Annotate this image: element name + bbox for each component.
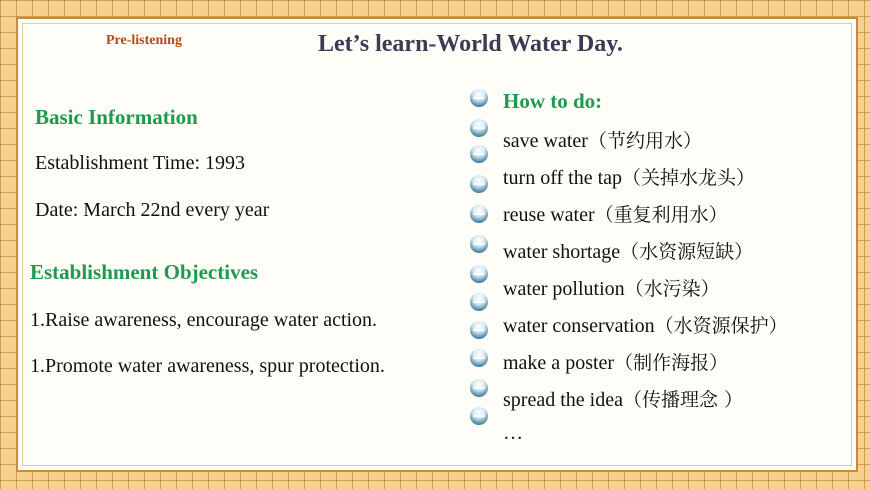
list-ellipsis: … (503, 422, 523, 444)
water-drop-bullet-icon (470, 235, 488, 253)
list-item: water conservation（水资源保护） (503, 315, 788, 337)
water-drop-bullet-icon (470, 145, 488, 163)
water-drop-bullet-icon (470, 119, 488, 137)
list-item: reuse water（重复利用水） (503, 204, 728, 226)
water-drop-bullet-icon (470, 379, 488, 397)
basic-info-heading: Basic Information (35, 105, 198, 129)
water-drop-bullet-icon (470, 265, 488, 283)
water-drop-bullet-icon (470, 89, 488, 107)
how-to-heading: How to do: (503, 89, 603, 113)
objectives-heading: Establishment Objectives (30, 260, 259, 284)
water-drop-bullet-icon (470, 349, 488, 367)
water-drop-bullet-icon (470, 321, 488, 339)
list-item: make a poster（制作海报） (503, 352, 729, 374)
list-item: water pollution（水污染） (503, 278, 720, 300)
water-drop-bullet-icon (470, 175, 488, 193)
slide-card (16, 17, 858, 472)
date-line: Date: March 22nd every year (35, 199, 270, 221)
list-item: spread the idea（传播理念 ） (503, 389, 743, 411)
water-drop-bullet-icon (470, 293, 488, 311)
page-title: Let’s learn-World Water Day. (318, 31, 623, 57)
list-item: water shortage（水资源短缺） (503, 241, 754, 263)
water-drop-bullet-icon (470, 205, 488, 223)
list-item: save water（节约用水） (503, 130, 702, 152)
list-item: turn off the tap（关掉水龙头） (503, 167, 756, 189)
objective-item-2: 1.Promote water awareness, spur protection. (30, 355, 385, 377)
water-drop-bullet-icon (470, 407, 488, 425)
objective-item-1: 1.Raise awareness, encourage water action. (30, 309, 378, 331)
section-tag: Pre-listening (106, 33, 182, 48)
establishment-time: Establishment Time: 1993 (35, 152, 246, 174)
